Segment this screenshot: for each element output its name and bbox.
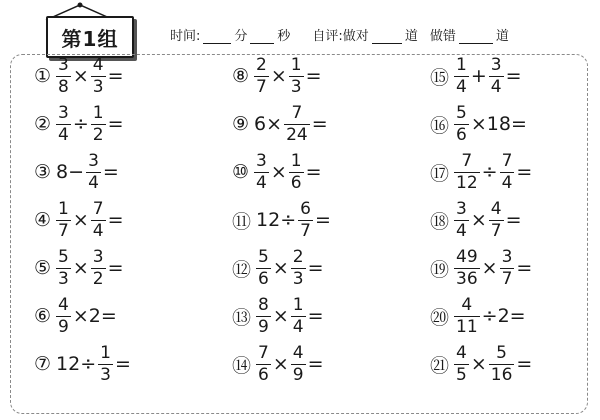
problem-number: ④ [34,209,52,231]
numerator: 5 [258,246,269,267]
numerator: 3 [456,198,467,219]
seconds-blank[interactable] [250,31,274,44]
numerator: 3 [58,54,69,75]
numerator: 6 [300,198,311,219]
fraction [86,150,101,193]
numerator: 4 [58,294,69,315]
problem-5 [34,247,125,289]
operator-text: 12÷ [256,209,297,231]
denominator: 9 [58,316,69,337]
problem-number: ① [34,65,52,87]
operator-text: = [107,209,124,231]
numerator: 4 [456,342,467,363]
wrong-label: 做错 [429,29,456,44]
numerator: 3 [92,246,104,267]
denominator: 3 [290,76,302,97]
problem-number: ⑯ [430,114,450,137]
operator-text: × [72,65,89,87]
operator-text: 12÷ [56,353,97,375]
operator-text: × [272,305,289,327]
fraction [291,294,306,337]
denominator: 5 [456,364,467,385]
operator-text: ×2= [72,305,117,327]
fraction [256,342,271,385]
operator-text: × [72,209,89,231]
denominator: 9 [292,364,304,385]
denominator: 4 [490,76,502,97]
wrong-count-blank[interactable] [459,31,493,44]
problem-10 [232,151,323,193]
denominator: 7 [501,268,513,289]
problem-number: ⑭ [232,354,252,377]
problem-number: ⑱ [430,210,450,233]
fraction [91,246,106,289]
fraction [98,342,113,385]
problem-18 [430,199,523,241]
numerator: 5 [456,102,467,123]
problem-13 [232,295,325,337]
denominator: 3 [292,268,304,289]
operator-text: = [307,353,324,375]
fraction [56,246,71,289]
problem-14 [232,343,325,385]
problem-number: ⑳ [430,306,450,329]
denominator: 4 [256,172,267,193]
numerator: 7 [461,150,473,171]
problem-6 [34,295,118,337]
fraction [256,294,271,337]
wrong-unit: 道 [495,29,509,44]
correct-unit: 道 [404,29,418,44]
numerator: 2 [256,54,267,75]
numerator: 4 [461,294,473,315]
operator-text: = [307,305,324,327]
denominator: 4 [456,220,467,241]
problem-16 [430,103,528,145]
operator-text: ×18= [470,113,527,135]
numerator: 1 [456,54,467,75]
problem-number: ⑩ [232,161,250,183]
denominator: 6 [290,172,302,193]
problem-20 [430,295,527,337]
denominator: 24 [286,124,308,145]
denominator: 6 [258,364,269,385]
problem-number: ⑪ [232,210,252,233]
fraction [289,54,304,97]
fraction [489,54,504,97]
operator-text: = [505,65,522,87]
denominator: 7 [58,220,69,241]
numerator: 5 [496,342,507,363]
problem-8 [232,55,323,97]
problem-number: ⑰ [430,162,450,185]
problem-number: ② [34,113,52,135]
operator-text: = [305,161,322,183]
fraction [454,150,480,193]
problem-number: ⑥ [34,305,52,327]
operator-text: = [102,161,119,183]
fraction [454,54,469,97]
problem-number: ⑲ [430,258,450,281]
problem-number: ⑮ [430,66,450,89]
problem-number: ⑨ [232,113,250,135]
denominator: 11 [456,316,478,337]
fraction [454,294,480,337]
numerator: 4 [92,54,104,75]
fraction [500,246,515,289]
numerator: 1 [92,102,104,123]
denominator: 4 [501,172,513,193]
denominator: 7 [256,76,267,97]
denominator: 2 [92,124,104,145]
problem-4 [34,199,125,241]
problem-15 [430,55,523,97]
numerator: 7 [258,342,269,363]
fraction [91,198,106,241]
fraction [254,150,269,193]
fraction [289,150,304,193]
numerator: 7 [92,198,104,219]
numerator: 3 [490,54,502,75]
numerator: 2 [292,246,304,267]
operator-text: × [270,161,287,183]
problem-number: ⑫ [232,258,252,281]
operator-text: 6× [254,113,283,135]
operator-text: × [470,209,487,231]
denominator: 7 [490,220,502,241]
operator-text: = [307,257,324,279]
operator-text: 8− [56,161,85,183]
problem-21 [430,343,533,385]
fraction [56,102,71,145]
fraction [291,342,306,385]
minutes-blank[interactable] [203,31,231,44]
problem-19 [430,247,533,289]
fraction [56,54,71,97]
denominator: 3 [100,364,111,385]
operator-text: = [114,353,131,375]
fraction [256,246,271,289]
numerator: 49 [456,246,478,267]
operator-text: = [311,113,328,135]
time-label: 时间: [170,29,201,44]
fraction [489,342,515,385]
problem-17 [430,151,533,193]
numerator: 5 [58,246,69,267]
fraction [91,54,106,97]
operator-text: = [516,161,533,183]
fraction [454,102,469,145]
operator-text: = [305,65,322,87]
problem-number: ㉑ [430,354,450,377]
fraction [284,102,310,145]
numerator: 4 [490,198,502,219]
problem-3 [34,151,120,193]
fraction [500,150,515,193]
operator-text: = [107,65,124,87]
operator-text: = [107,257,124,279]
fraction [489,198,504,241]
numerator: 3 [88,150,99,171]
denominator: 4 [58,124,69,145]
seconds-unit: 秒 [277,29,291,44]
self-eval-label: 自评:做对 [312,29,369,44]
denominator: 3 [58,268,69,289]
operator-text: + [470,65,487,87]
fraction [291,246,306,289]
numerator: 1 [290,54,302,75]
numerator: 3 [58,102,69,123]
numerator: 4 [292,342,304,363]
problem-12 [232,247,325,289]
fraction [254,54,269,97]
operator-text: × [270,65,287,87]
problem-2 [34,103,125,145]
operator-text: = [505,209,522,231]
numerator: 1 [100,342,111,363]
operator-text: × [272,353,289,375]
fraction [454,246,480,289]
denominator: 8 [58,76,69,97]
operator-text: = [516,257,533,279]
denominator: 6 [258,268,269,289]
denominator: 2 [92,268,104,289]
problem-1 [34,55,125,97]
denominator: 36 [456,268,478,289]
denominator: 3 [92,76,104,97]
problem-number: ⑧ [232,65,250,87]
problem-7 [34,343,132,385]
operator-text: ÷2= [481,305,526,327]
denominator: 16 [490,364,513,385]
operator-text: ÷ [481,161,498,183]
numerator: 1 [292,294,304,315]
denominator: 6 [456,124,467,145]
numerator: 3 [256,150,267,171]
correct-count-blank[interactable] [372,31,402,44]
problem-number: ③ [34,161,52,183]
denominator: 9 [258,316,269,337]
fraction [56,294,71,337]
group-title: 第1组 [46,16,134,58]
fraction [91,102,106,145]
operator-text: = [107,113,124,135]
denominator: 4 [88,172,99,193]
header-info [170,25,509,44]
fraction [56,198,71,241]
problem-9 [232,103,329,145]
numerator: 3 [501,246,513,267]
numerator: 7 [291,102,303,123]
denominator: 4 [456,76,467,97]
fraction [298,198,313,241]
numerator: 1 [290,150,302,171]
problem-number: ⑬ [232,306,252,329]
operator-text: × [272,257,289,279]
minutes-unit: 分 [234,29,248,44]
operator-text: ÷ [72,113,89,135]
operator-text: = [314,209,331,231]
numerator: 7 [501,150,513,171]
problem-number: ⑦ [34,353,52,375]
numerator: 1 [58,198,69,219]
fraction [454,342,469,385]
problem-11 [232,199,332,241]
denominator: 4 [92,220,104,241]
denominator: 12 [456,172,478,193]
numerator: 8 [258,294,269,315]
denominator: 7 [300,220,311,241]
operator-text: = [516,353,533,375]
operator-text: × [470,353,487,375]
problem-number: ⑤ [34,257,52,279]
operator-text: × [72,257,89,279]
operator-text: × [481,257,498,279]
fraction [454,198,469,241]
denominator: 4 [292,316,304,337]
